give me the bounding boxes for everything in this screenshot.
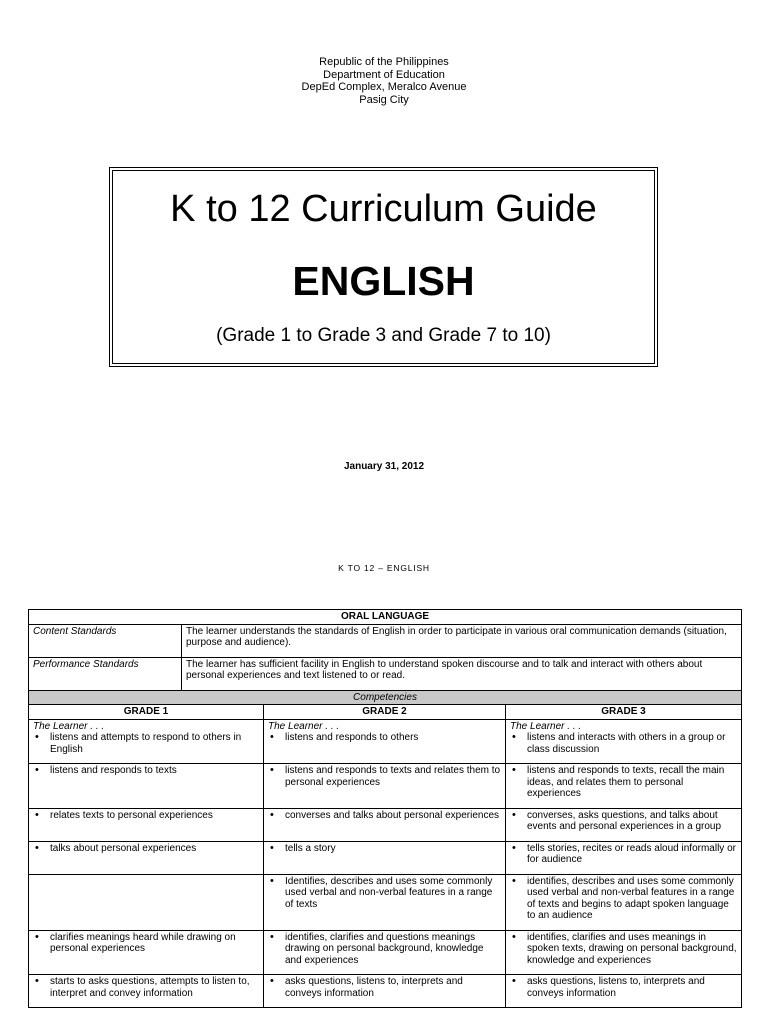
table-cell-empty <box>29 874 264 930</box>
content-standards-label: Content Standards <box>29 624 182 657</box>
competencies-row <box>29 690 742 705</box>
competency-item: • identifies, clarifies and uses meanings in spoken texts, drawing on personal background, knowledge and experiences <box>510 932 737 967</box>
running-head: K TO 12 – ENGLISH <box>338 563 430 573</box>
title-box-inner <box>112 170 655 364</box>
learner-label: The Learner . . . <box>268 720 340 732</box>
grade-3-header: GRADE 3 <box>506 705 742 720</box>
header-line-address: DepEd Complex, Meralco Avenue <box>301 81 467 93</box>
table-cell <box>264 764 506 809</box>
competency-item: • identifies, clarifies and questions meanings drawing on personal background, knowledge and experiences <box>268 932 501 967</box>
competency-item: • talks about personal experiences <box>33 843 259 855</box>
table-cell <box>506 808 742 841</box>
table-cell <box>264 930 506 975</box>
learner-label: The Learner . . . <box>510 720 582 732</box>
table-row <box>29 930 742 975</box>
subject-title: ENGLISH <box>292 258 475 304</box>
competency-item: • converses and talks about personal experiences <box>268 810 501 822</box>
table-row <box>29 975 742 1008</box>
section-row <box>29 610 742 625</box>
table-cell <box>506 719 742 764</box>
table-cell <box>264 874 506 930</box>
table-cell <box>506 841 742 874</box>
table-cell <box>264 719 506 764</box>
table-cell <box>506 975 742 1008</box>
competency-item: • listens and responds to others <box>268 732 501 744</box>
performance-standards-text: The learner has sufficient facility in English to understand spoken discourse and to talk and interact with others about personal experiences and text listened to or read. <box>182 657 742 690</box>
competency-item: • listens and attempts to respond to others in English <box>33 732 259 755</box>
curriculum-table <box>28 609 742 1008</box>
table-row <box>29 719 742 764</box>
table-row <box>29 764 742 809</box>
table-row <box>29 874 742 930</box>
table-cell <box>29 764 264 809</box>
competency-item: • tells a story <box>268 843 501 855</box>
performance-standards-label: Performance Standards <box>29 657 182 690</box>
competency-item: • asks questions, listens to, interprets and conveys information <box>510 976 737 999</box>
competency-item: • identifies, describes and uses some commonly used verbal and non-verbal features in a range of texts and begins to adapt spoken language to an audience <box>510 876 737 922</box>
table-cell <box>29 975 264 1008</box>
competency-item: • listens and responds to texts, recall the main ideas, and relates them to personal experiences <box>510 765 737 800</box>
table-cell <box>264 975 506 1008</box>
table-cell <box>29 719 264 764</box>
competency-item: • relates texts to personal experiences <box>33 810 259 822</box>
competency-item: • listens and responds to texts and relates them to personal experiences <box>268 765 501 788</box>
competency-item: • clarifies meanings heard while drawing on personal experiences <box>33 932 259 955</box>
table-cell <box>264 841 506 874</box>
learner-label: The Learner . . . <box>33 720 105 732</box>
competency-item: • listens and interacts with others in a group or class discussion <box>510 732 737 755</box>
section-title: ORAL LANGUAGE <box>29 610 742 625</box>
header-line-department: Department of Education <box>323 68 445 81</box>
table-row <box>29 808 742 841</box>
agency-header <box>0 56 768 106</box>
document-title: K to 12 Curriculum Guide <box>170 188 597 230</box>
table-row <box>29 841 742 874</box>
table-cell <box>506 874 742 930</box>
table-cell <box>506 764 742 809</box>
header-line-city: Pasig City <box>359 93 409 106</box>
table-cell <box>29 930 264 975</box>
competency-item: • starts to asks questions, attempts to listen to, interpret and convey information <box>33 976 259 999</box>
content-standards-row <box>29 624 742 657</box>
table-cell <box>29 808 264 841</box>
competencies-heading: Competencies <box>29 690 742 705</box>
grade-range: (Grade 1 to Grade 3 and Grade 7 to 10) <box>216 325 551 346</box>
grade-1-header: GRADE 1 <box>29 705 264 720</box>
competency-item: • asks questions, listens to, interprets and conveys information <box>268 976 501 999</box>
header-line-republic: Republic of the Philippines <box>319 56 449 68</box>
competency-item: • Identifies, describes and uses some commonly used verbal and non-verbal features in a range of texts <box>268 876 501 911</box>
table-cell <box>506 930 742 975</box>
grade-header-row <box>29 705 742 720</box>
grade-2-header: GRADE 2 <box>264 705 506 720</box>
content-standards-text: The learner understands the standards of English in order to participate in various oral communication demands (situation, purpose and audience). <box>182 624 742 657</box>
title-box <box>109 167 658 367</box>
competency-item: • listens and responds to texts <box>33 765 259 777</box>
table-cell <box>29 841 264 874</box>
competency-item: • converses, asks questions, and talks about events and personal experiences in a group <box>510 810 737 833</box>
performance-standards-row <box>29 657 742 690</box>
table-cell <box>264 808 506 841</box>
document-date: January 31, 2012 <box>343 461 425 472</box>
competency-item: • tells stories, recites or reads aloud informally or for audience <box>510 843 737 866</box>
